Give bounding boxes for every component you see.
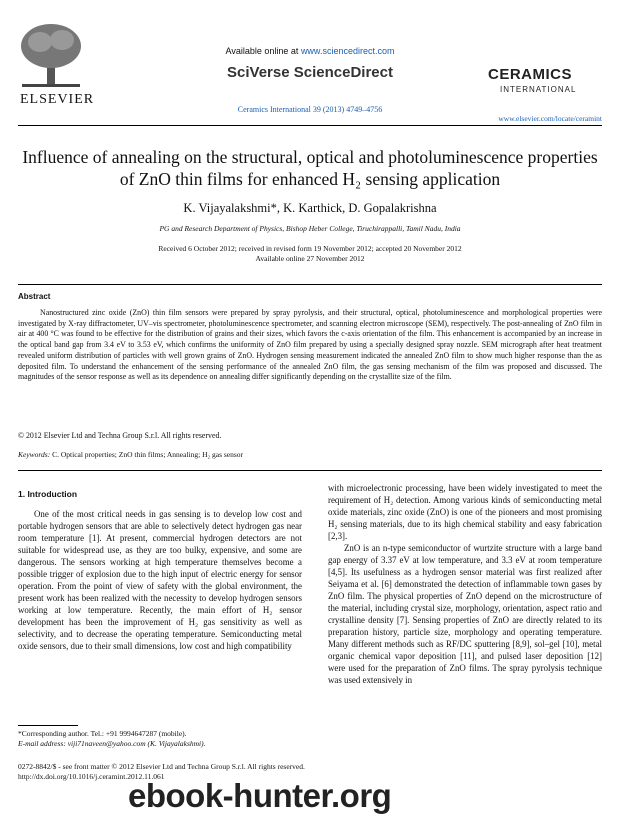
sciencedirect-link[interactable]: www.sciencedirect.com — [300, 46, 395, 56]
article-dates — [0, 244, 620, 264]
section-heading-introduction: 1. Introduction — [18, 489, 78, 499]
article-authors: K. Vijayalakshmi*, K. Karthick, D. Gopalakrishna — [183, 201, 437, 215]
header-divider — [18, 125, 602, 126]
footnote-divider — [18, 725, 78, 726]
intro-right-paragraph-1: with microelectronic processing, have been widely investigated to meet the requirement of H₂ detection. Among various kinds of semiconducting metal oxide materials, zinc oxide (ZnO) is one of the pioneers and most promising H₂ sensing materials, due to its high chemical stability and easy fabrication [2,3]. — [328, 483, 602, 541]
abstract-bottom-divider — [18, 470, 602, 471]
abstract-copyright: © 2012 Elsevier Ltd and Techna Group S.r.l. All rights reserved. — [18, 431, 222, 440]
keywords-label: Keywords: — [18, 450, 51, 459]
available-prefix: Available online at — [225, 46, 299, 56]
author-email: E-mail address: viji71naveen@yahoo.com (K. Vijayalakshmi). — [18, 739, 206, 748]
issn-line: 0272-8842/$ - see front matter © 2012 Elsevier Ltd and Techna Group S.r.l. All rights reserved. — [18, 762, 305, 771]
publisher-name: ELSEVIER — [20, 92, 95, 107]
journal-url-link[interactable]: www.elsevier.com/locate/ceramint — [498, 114, 602, 123]
journal-logo-title: CERAMICS — [488, 66, 573, 83]
intro-left-column: One of the most critical needs in gas sensing is to develop low cost and portable hydrogen sensors that are able to selectively detect hydrogen gas near room temperature [1]. At present, commercial hydrogen detectors are not suitable for widespread use, as they are too bulky, expensive, and some are dangerous. The sensors working at high temperature themselves become a possible trigger of explosion due to the high input of electric energy for sensor operation. From the point of view of safety with the global environment, the present work has been realized with the necessity to develop hydrogen sensors working at low temperature. Recently, the main effort of H₂ sensor development has been the improvement of H₂ gas sensitivity as well as selectivity, and to decrease the operating temperature. Semiconducting metal oxide sensors, due to their small dimensions, low cost and high compatibility — [18, 509, 302, 651]
journal-reference[interactable]: Ceramics International 39 (2013) 4749–4756 — [237, 105, 383, 114]
journal-logo-subtitle: INTERNATIONAL — [500, 85, 577, 94]
corresponding-author: *Corresponding author. Tel.: +91 9994647287 (mobile). — [18, 729, 187, 738]
article-title: Influence of annealing on the structural, optical and photoluminescence properties of ZnO thin films for enhanced H₂ sensing application — [22, 147, 598, 189]
watermark: ebook-hunter.org — [128, 777, 392, 814]
intro-right-paragraph-2: ZnO is an n-type semiconductor of wurtzite structure with a large band gap energy of 3.37 eV at low temperature, and 3.3 eV at room temperature [4,5]. Its usefulness as a hydrogen sensor material was first realized after Seiyama et al. [6] demonstrated the detection of inflammable town gases by ZnO film. The physical properties of ZnO depend on the microstructure of the material, including crystal size, morphology, orientation, aspect ratio and crystalline density [7]. Sensing properties of ZnO are directly related to its preparation history, particle size, morphology and operating temperature. Many different methods such as RF/DC sputtering [8,9], sol–gel [10], metal organic chemical vapor deposition [11], and pulsed laser deposition [12] were used for the preparation of ZnO films. The spray pyrolysis technique was used extensively in — [328, 543, 602, 685]
intro-right-column — [328, 482, 602, 686]
received-dates: Received 6 October 2012; received in revised form 19 November 2012; accepted 20 November 2012 — [158, 244, 462, 253]
platform-name: SciVerse ScienceDirect — [227, 64, 393, 81]
available-online-date: Available online 27 November 2012 — [255, 254, 365, 263]
doi-link[interactable]: http://dx.doi.org/10.1016/j.ceramint.2012.11.061 — [18, 772, 165, 781]
available-online — [0, 46, 620, 56]
keywords — [18, 450, 243, 459]
keywords-list: C. Optical properties; ZnO thin films; Annealing; H₂ gas sensor — [52, 450, 244, 459]
abstract-top-divider — [18, 284, 602, 285]
abstract-body: Nanostructured zinc oxide (ZnO) thin film sensors were prepared by spray pyrolysis, and their structural, optical, photoluminescence and morphological properties were investigated by X-ray diffractometer, UV–vis spectrometer, photoluminescence spectrometer, and scanning electron microscope (SEM), respectively. The post-annealing of ZnO film in air at 400 °C was found to be effective for the distribution of grains and their sizes, which favors the c-axis orientation of the film. This enhancement is accompanied by an increase in the optical band gap from 3.4 eV to 3.53 eV, which confirms the uniformity of ZnO film prepared by using a specially designed spray nozzle. SEM micrograph after heat treatment revealed uniform distribution of particles with well grown grains of ZnO. Hydrogen sensing measurement indicated the annealed ZnO film to show much higher response than the as deposited film. To understand the enhancement of the sensing performance of the annealed ZnO film, the gas sensing mechanism of the film was proposed and discussed. The magnitudes of the sensor response as well as its dependence on annealing differ significantly depending on the crystallite size of the film. — [18, 308, 602, 382]
article-affiliation: PG and Research Department of Physics, Bishop Heber College, Tiruchirappalli, Tamil Nadu, India — [159, 224, 461, 233]
abstract-heading: Abstract — [18, 292, 51, 301]
footnote — [18, 729, 205, 749]
